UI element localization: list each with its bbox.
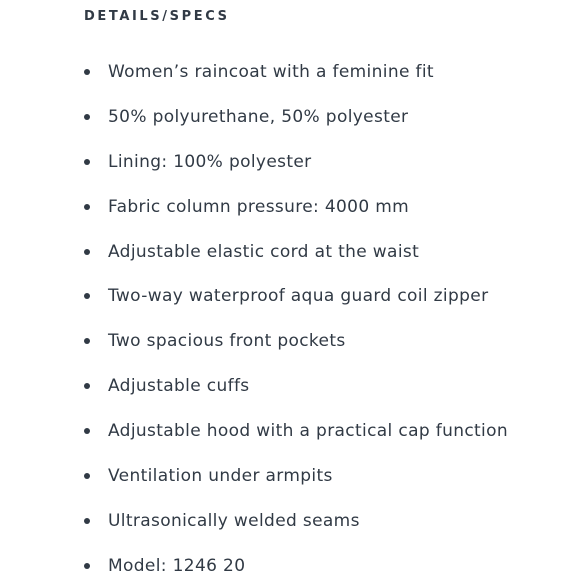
spec-item-ventilation [0, 458, 580, 503]
spec-item-waist-cord [0, 234, 580, 279]
bullet-dot-icon [84, 563, 90, 569]
spec-text: Adjustable cuffs [108, 376, 250, 397]
bullet-dot-icon [84, 69, 90, 75]
spec-text: Two-way waterproof aqua guard coil zipper [108, 286, 489, 307]
spec-item-model [0, 548, 580, 580]
spec-text: Model: 1246 20 [108, 555, 246, 576]
bullet-dot-icon [84, 249, 90, 255]
spec-text: Adjustable hood with a practical cap function [108, 421, 508, 442]
spec-text: Ventilation under armpits [108, 466, 333, 487]
bullet-dot-icon [84, 338, 90, 344]
spec-text: 50% polyurethane, 50% polyester [108, 106, 409, 127]
bullet-dot-icon [84, 428, 90, 434]
spec-text: Adjustable elastic cord at the waist [108, 241, 420, 262]
bullet-dot-icon [84, 159, 90, 165]
spec-text: Two spacious front pockets [108, 331, 346, 352]
spec-item-column-pressure [0, 189, 580, 234]
bullet-dot-icon [84, 383, 90, 389]
spec-item-cuffs [0, 368, 580, 413]
spec-item-zipper [0, 278, 580, 323]
bullet-dot-icon [84, 518, 90, 524]
spec-item-fit [0, 54, 580, 99]
spec-item-hood [0, 413, 580, 458]
bullet-dot-icon [84, 204, 90, 210]
spec-text: Ultrasonically welded seams [108, 510, 360, 531]
section-heading: DETAILS/SPECS [84, 9, 230, 24]
bullet-dot-icon [84, 114, 90, 120]
spec-text: Fabric column pressure: 4000 mm [108, 196, 410, 217]
spec-item-material [0, 99, 580, 144]
spec-item-lining [0, 144, 580, 189]
bullet-dot-icon [84, 473, 90, 479]
bullet-dot-icon [84, 293, 90, 299]
spec-text: Women’s raincoat with a feminine fit [108, 62, 434, 82]
spec-item-pockets [0, 323, 580, 368]
specs-list [0, 54, 580, 580]
spec-item-seams [0, 503, 580, 548]
spec-text: Lining: 100% polyester [108, 151, 312, 172]
